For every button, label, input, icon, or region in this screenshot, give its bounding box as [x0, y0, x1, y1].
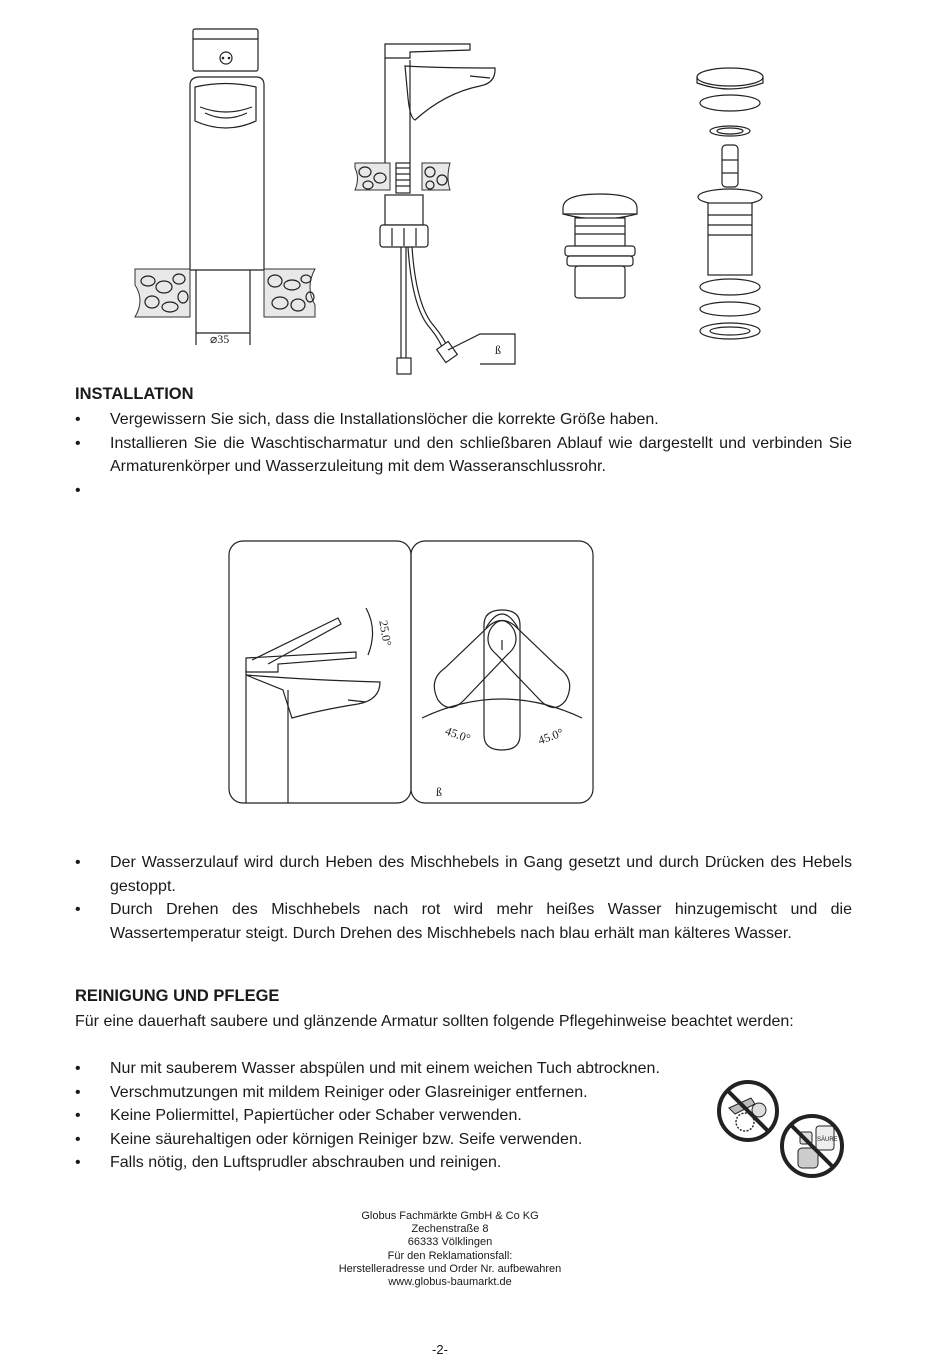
list-item: • Durch Drehen des Mischhebels nach rot wird mehr heißes Wasser hinzugemischt und die Wassertemperatur steigt. Durch Drehen des Mischhebels nach blau erhält man kälteres Wasser. — [75, 901, 852, 942]
right-angle-label: 45.0° — [536, 725, 566, 748]
operation-list — [75, 851, 852, 945]
list-item: • Verschmutzungen mit mildem Reiniger oder Glasreiniger entfernen. — [75, 1083, 588, 1101]
installation-heading: INSTALLATION — [75, 385, 194, 403]
drain-assembled-diagram — [555, 190, 645, 305]
cleaning-intro: Für eine dauerhaft saubere und glänzende Armatur sollten folgende Pflegehinweise beachtet werden: — [75, 1013, 794, 1030]
drain-exploded-diagram — [690, 65, 770, 350]
lift-angle-label: 25.0° — [376, 619, 395, 647]
list-item: • Installieren Sie die Waschtischarmatur und den schließbaren Ablauf wie dargestellt und verbinden Sie Armaturenkörper und Wasserzuleitung mit dem Wasseranschlussrohr. — [75, 434, 852, 475]
rotation-label: ß — [436, 785, 442, 799]
hole-diameter-label: ⌀35 — [210, 332, 230, 346]
list-item: • Nur mit sauberem Wasser abspülen und mit einem weichen Tuch abtrocknen. — [75, 1060, 660, 1077]
list-item: • Der Wasserzulauf wird durch Heben des Mischhebels in Gang gesetzt und durch Drücken des Hebels gestoppt. — [75, 854, 852, 895]
left-angle-label: 45.0° — [443, 723, 473, 746]
no-acid-cleaner-icon — [778, 1112, 846, 1180]
installation-list: • Vergewissern Sie sich, dass die Installationslöcher die korrekte Größe haben. • Installieren Sie die Waschtischarmatur und den schließbaren Ablauf wie dargestellt und verbinden Sie Armaturenkörper und Wasserzuleitung mit dem Wasseranschlussrohr. • — [75, 408, 852, 479]
hose-label: ß — [495, 343, 501, 357]
cleaning-list — [75, 1057, 715, 1175]
no-abrasive-tools-icon — [715, 1078, 781, 1144]
list-item: • Vergewissern Sie sich, dass die Installationslöcher die korrekte Größe haben. — [75, 411, 659, 428]
lever-lift-diagram — [228, 540, 412, 804]
acid-label: SÄURE — [817, 1137, 838, 1143]
page-number: -2- — [432, 1342, 448, 1357]
faucet-front-diagram — [130, 25, 320, 350]
list-item: • Falls nötig, den Luftsprudler abschrauben und reinigen. — [75, 1154, 502, 1171]
faucet-side-hose-diagram — [350, 38, 520, 393]
list-item: • Keine säurehaltigen oder körnigen Reiniger bzw. Seife verwenden. — [75, 1130, 583, 1148]
lever-rotation-diagram — [410, 540, 594, 804]
footer-address: Globus Fachmärkte GmbH & Co KG Zechenstraße 8 66333 Völklingen Für den Reklamationsfall: Herstelleradresse und Order Nr. aufbewahren www.globus-baumarkt.de — [338, 1210, 562, 1289]
list-item: • Keine Poliermittel, Papiertücher oder Schaber verwenden. — [75, 1107, 522, 1124]
cleaning-heading: REINIGUNG UND PFLEGE — [75, 987, 280, 1005]
